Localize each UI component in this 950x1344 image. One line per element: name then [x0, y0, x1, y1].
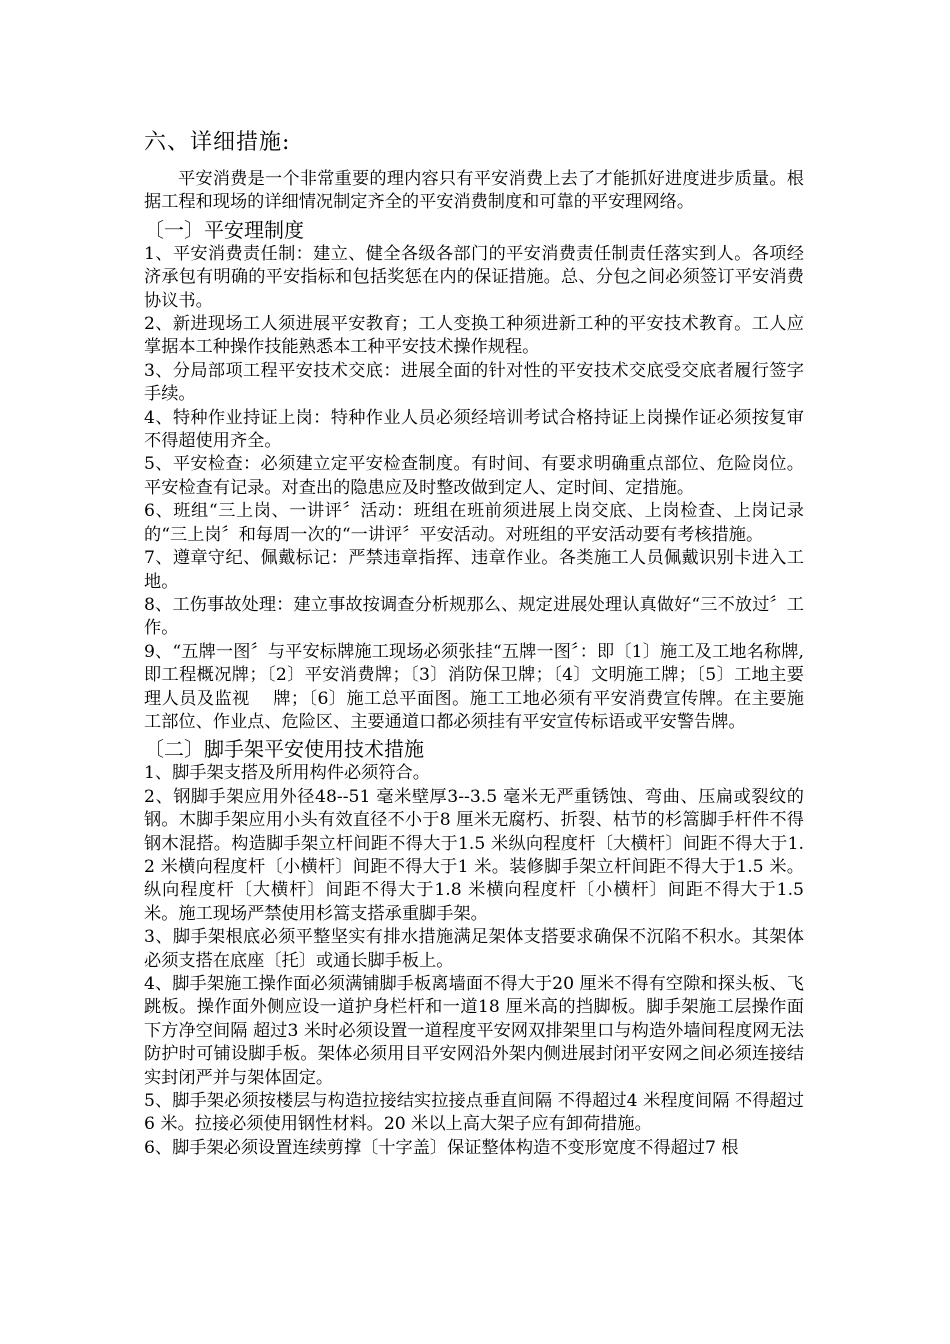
list-item: 7、遵章守纪、佩戴标记：严禁违章指挥、违章作业。各类施工人员佩戴识别卡进入工地。: [144, 548, 804, 592]
list-item: 5、平安检查：必须建立定平安检查制度。有时间、有要求明确重点部位、危险岗位。平安检查有记录。对查出的隐患应及时整改做到定人、定时间、定措施。: [144, 454, 804, 498]
list-item: 9、“五牌一图〞与平安标牌施工现场必须张挂“五牌一图〞：即〔1〕施工及工地名称牌,即工程概况牌；〔2〕平安消费牌；〔3〕消防保卫牌；〔4〕文明施工牌；〔5〕工地主要理人员及监视 牌；〔6〕施工总平面图。施工工地必须有平安消费宣传牌。在主要施工部位、作业点、危险区、主要通道口都必须挂有平安宣传标语或平安警告牌。: [144, 641, 804, 732]
section-title-safety-management: 〔一〕平安理制度: [144, 217, 304, 242]
list-item: 2、钢脚手架应用外径48--51 毫米壁厚3--3.5 毫米无严重锈蚀、弯曲、压扁或裂纹的钢。木脚手架应用小头有效直径不小于8 厘米无腐朽、折裂、枯节的杉篙脚手杆件不得钢木混搭。构造脚手架立杆间距不得大于1.5 米纵向程度杆〔大横杆〕间距不得大于1.2 米横向程度杆〔小横杆〕间距不得大于1 米。装修脚手架立杆间距不得大于1.5 米。纵向程度杆〔大横杆〕间距不得大于1.8 米横向程度杆〔小横杆〕间距不得大于1.5 米。施工现场严禁使用杉篙支搭承重脚手架。: [144, 786, 804, 924]
list-item: 2、新进现场工人须进展平安教育；工人变换工种须进新工种的平安技术教育。工人应掌据本工种操作技能熟悉本工种平安技术操作规程。: [144, 314, 804, 358]
list-item: 1、平安消费责任制：建立、健全各级各部门的平安消费责任制责任落实到人。各项经济承包有明确的平安指标和包括奖惩在内的保证措施。总、分包之间必须签订平安消费协议书。: [144, 243, 804, 311]
list-item: 6、班组“三上岗、一讲评〞活动：班组在班前须进展上岗交底、上岗检查、上岗记录的“三上岗〞和每周一次的“一讲评〞平安活动。对班组的平安活动要有考核措施。: [144, 501, 804, 545]
list-item: 6、脚手架必须设置连续剪撑〔十字盖〕保证整体构造不变形宽度不得超过7 根: [144, 1137, 739, 1158]
section-title-scaffolding: 〔二〕脚手架平安使用技术措施: [144, 737, 424, 762]
list-item: 1、脚手架支搭及所用构件必须符合。: [144, 763, 430, 784]
document-page: [144, 128, 804, 1160]
list-item: 4、脚手架施工操作面必须满铺脚手板离墙面不得大于20 厘米不得有空隙和探头板、飞跳板。操作面外侧应设一道护身栏杆和一道18 厘米高的挡脚板。脚手架施工层操作面下方净空间隔 超过3 米时必须设置一道程度平安网双排架里口与构造外墙间程度网无法防护时可铺设脚手板。架体必须用目平安网沿外架内侧进展封闭平安网之间必须连接结实封闭严并与架体固定。: [144, 974, 804, 1088]
list-item: 5、脚手架必须按楼层与构造拉接结实拉接点垂直间隔 不得超过4 米程度间隔 不得超过6 米。拉接必须使用钢性材料。20 米以上高大架子应有卸荷措施。: [144, 1091, 804, 1135]
list-item: 3、脚手架根底必须平整坚实有排水措施满足架体支搭要求确保不沉陷不积水。其架体必须支搭在底座〔托〕或通长脚手板上。: [144, 927, 804, 971]
intro-paragraph: 平安消费是一个非常重要的理内容只有平安消费上去了才能抓好进度进步质量。根据工程和现场的详细情况制定齐全的平安消费制度和可靠的平安理网络。: [144, 169, 804, 213]
list-item: 8、工伤事故处理：建立事故按调查分析规那么、规定进展处理认真做好“三不放过〞工作。: [144, 594, 804, 639]
section-heading: 六、详细措施:: [144, 130, 291, 155]
list-item: 3、分局部项工程平安技术交底：进展全面的针对性的平安技术交底受交底者履行签字手续。: [144, 360, 804, 405]
list-item: 4、特种作业持证上岗：特种作业人员必须经培训考试合格持证上岗操作证必须按复审不得超使用齐全。: [144, 407, 804, 452]
